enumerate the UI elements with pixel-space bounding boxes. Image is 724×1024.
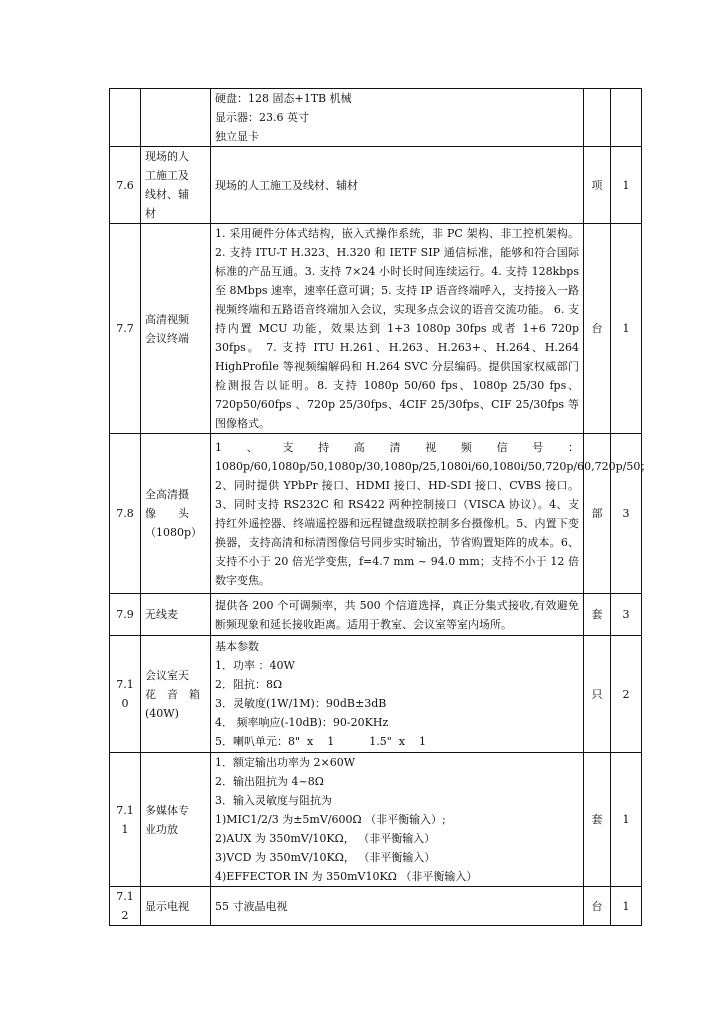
item-unit-cell [584, 89, 611, 147]
item-qty-cell [611, 89, 642, 147]
item-unit-cell: 部 [584, 434, 611, 594]
spec-text: 1、支持高清视频信号：1080p/60,1080p/50,1080p/30,1080p/25,1080i/60,1080i/50,720p/60,720p/50；2、同时提供 YPbPr 接口、HDMI 接口、HD-SDI 接口、CVBS 接口。3、同时支持 RS232C 和 RS422 两种控制接口（VISCA 协议）。4、支持红外遥控器、终端遥控器和远程键盘级联控制多台摄像机。5、内置下变换器，支持高清和标清图像信号同步实时输出，节省购置矩阵的成本。6、支持不小于 20 倍光学变焦，f=4.7 mm ~ 94.0 mm；支持不小于 12 倍数字变焦。 [215, 440, 652, 587]
table-row [110, 594, 642, 636]
spec-text: 55 寸液晶电视 [215, 899, 288, 913]
spec-text: 现场的人工施工及线材、辅材 [215, 178, 358, 192]
spec-line: 3)VCD 为 350mV/10KΩ， （非平衡输入） [215, 851, 436, 864]
item-name-cell: 高清视频 会议终端 [141, 224, 211, 434]
table-row [110, 753, 642, 887]
spec-line: 1．额定输出功率为 2×60W [215, 756, 356, 769]
item-number-cell: 7.7 [110, 224, 141, 434]
item-qty-cell: 1 [611, 224, 642, 434]
spec-line: 5．喇叭单元：8" x 1 1.5" x 1 [215, 735, 426, 748]
spec-line: 独立显卡 [215, 130, 259, 143]
spec-text: 1. 采用硬件分体式结构，嵌入式操作系统，非 PC 架构、非工控机架构。2. 支持 ITU-T H.323、H.320 和 IETF SIP 通信标准，能够和符合国际标准的产品互通。3. 支持 7×24 小时长时间连续运行。4. 支持 128kbps 至 8Mbps 速率，速率任意可调；5. 支持 IP 语音终端呼入，支持接入一路视频终端和五路语音终端加入会议，实现多点会议的语音交流功能。 6. 支持内置 MCU 功能，效果达到 1+3 1080p 30fps 或者 1+6 720p 30fps。 7. 支持 ITU H.261、H.263、H.263+、H.264、H.264 HighProfile 等视频编解码和 H.264 SVC 分层编码。提供国家权威部门检测报告以证明。8. 支持 1080p 50/60 fps、1080p 25/30 fps、720p50/60fps 、720p 25/30fps、4CIF 25/30fps、CIF 25/30fps 等图像格式。 [215, 227, 579, 430]
item-unit-cell: 台 [584, 224, 611, 434]
item-qty-cell: 1 [611, 753, 642, 887]
item-spec-cell [211, 887, 584, 926]
table-row [110, 636, 642, 753]
item-spec-cell [211, 636, 584, 753]
item-unit-cell: 套 [584, 594, 611, 636]
item-qty-cell: 3 [611, 594, 642, 636]
item-name-cell: 会议室天 花 音 箱 (40W) [141, 636, 211, 753]
item-unit-cell: 台 [584, 887, 611, 926]
item-number-cell: 7.1 1 [110, 753, 141, 887]
item-unit-cell: 套 [584, 753, 611, 887]
spec-line: 2．输出阻抗为 4~8Ω [215, 775, 324, 788]
spec-line: 1．功率 ：40W [215, 659, 295, 672]
spec-line: 3．输入灵敏度与阻抗为 [215, 794, 332, 807]
item-spec-cell [211, 89, 584, 147]
item-number-cell: 7.1 0 [110, 636, 141, 753]
table-row [110, 224, 642, 434]
item-name-cell [141, 89, 211, 147]
item-spec-cell [211, 434, 652, 594]
item-qty-cell: 1 [611, 147, 642, 224]
spec-line: 1)MIC1/2/3 为±5mV/600Ω （非平衡输入）; [215, 813, 446, 826]
spec-line: 4)EFFECTOR IN 为 350mV10KΩ （非平衡输入） [215, 870, 478, 883]
item-number-cell: 7.6 [110, 147, 141, 224]
equipment-spec-table [109, 88, 652, 926]
item-number-cell: 7.1 2 [110, 887, 141, 926]
spec-line: 3．灵敏度(1W/1M)：90dB±3dB [215, 697, 387, 710]
spec-line: 2)AUX 为 350mV/10KΩ， （非平衡输入） [215, 832, 436, 845]
item-number-cell [110, 89, 141, 147]
item-name-cell: 多媒体专 业功放 [141, 753, 211, 887]
table-row [110, 887, 642, 926]
table-row [110, 434, 642, 594]
item-number-cell: 7.9 [110, 594, 141, 636]
item-name-cell: 现场的人 工施工及 线材、辅 材 [141, 147, 211, 224]
spec-line: 4． 频率响应(-10dB)：90-20KHz [215, 716, 389, 729]
spec-line: 基本参数 [215, 640, 259, 653]
item-qty-cell: 2 [611, 636, 642, 753]
item-spec-cell [211, 147, 584, 224]
item-unit-cell: 只 [584, 636, 611, 753]
table-row [110, 89, 642, 147]
item-spec-cell [211, 594, 584, 636]
item-name-cell: 全高清摄 像 头 （1080p） [141, 434, 211, 594]
spec-line: 硬盘：128 固态+1TB 机械 [215, 92, 352, 105]
spec-line: 2．阻抗：8Ω [215, 678, 283, 691]
item-number-cell: 7.8 [110, 434, 141, 594]
item-name-cell: 显示电视 [141, 887, 211, 926]
item-spec-cell [211, 224, 584, 434]
spec-text: 提供各 200 个可调频率，共 500 个信道选择，真正分集式接收,有效避免断频现象和延长接收距离。适用于教室、会议室等室内场所。 [215, 598, 579, 631]
item-spec-cell [211, 753, 584, 887]
item-qty-cell: 1 [611, 887, 642, 926]
table-row [110, 147, 642, 224]
item-unit-cell: 项 [584, 147, 611, 224]
spec-line: 显示器：23.6 英寸 [215, 111, 309, 124]
item-name-cell: 无线麦 [141, 594, 211, 636]
item-qty-cell: 3 [611, 434, 642, 594]
